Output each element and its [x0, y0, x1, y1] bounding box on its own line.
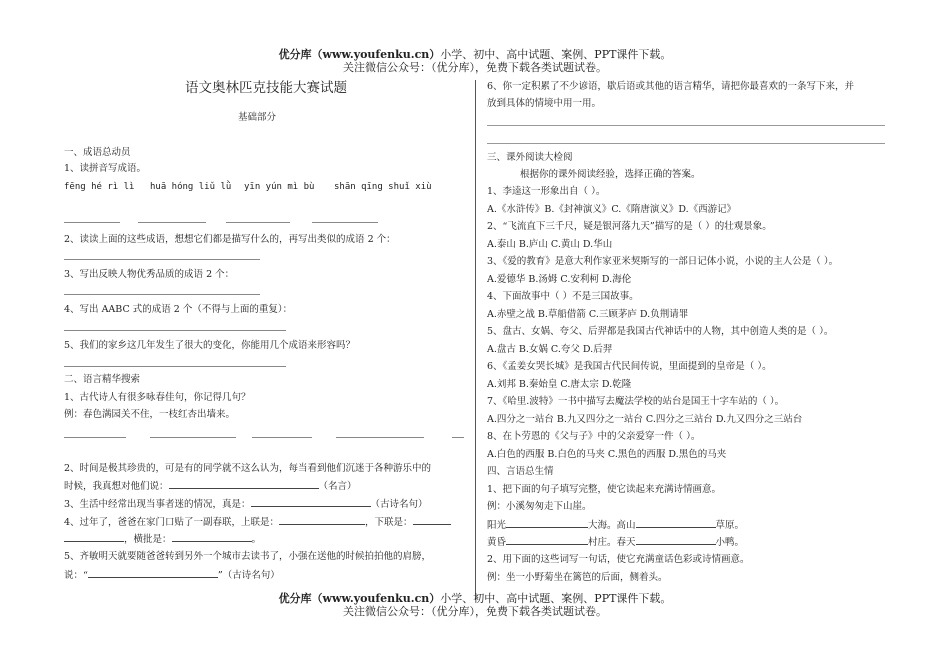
question-2-5-line2 [64, 568, 280, 582]
question-2-5-line1: 5、齐敏明天就要随爸爸转到另外一个城市去读书了，小强在送他的时候拍拍他的肩膀， [64, 551, 432, 562]
question-1-4: 4、写出 AABC 式的成语 2 个（不得与上面的重复）： [64, 304, 293, 315]
question-4-1-example: 例：小溪匆匆走下山崖。 [487, 501, 592, 512]
exam-title: 语文奥林匹克技能大赛试题 [185, 80, 347, 96]
question-2-4-mid2: ，横批是： [124, 534, 172, 545]
exam-subtitle: 基础部分 [238, 112, 277, 123]
answer-blank-pinyin-4[interactable] [312, 222, 378, 223]
question-2-4-mid: ，下联是： [365, 517, 413, 528]
answer-line-1-2[interactable] [64, 259, 260, 260]
fill-2-word-c: 小鸭。 [715, 537, 745, 548]
answer-blank-2-1c[interactable] [252, 437, 312, 438]
section-4-heading: 四、言语总生情 [487, 466, 554, 477]
fill-2-word-a: 黄昏 [487, 537, 507, 548]
section-3-heading: 三、课外阅读大检阅 [487, 152, 573, 163]
question-2-2-line1: 2、时间是极其珍贵的，可是有的同学就不这么认为，每当看到他们沉迷于各种游乐中的 [64, 463, 432, 474]
reading-q6-options: A.刘邦 B.秦始皇 C.唐太宗 D.乾隆 [487, 379, 632, 390]
header-site: 优分库（www.youfenku.cn） [278, 48, 441, 61]
question-2-2-line2 [64, 479, 357, 493]
fill-1-word-b: 大海。高山 [588, 520, 636, 531]
pinyin-3: yīn yún mì bù [244, 182, 315, 192]
question-2-1-example: 例：春色满园关不住，一枝红杏出墙来。 [64, 409, 236, 420]
question-2-2-prefix: 时候，我真想对他们说： [64, 481, 169, 492]
section-3-intro: 根据你的课外阅读经验，选择正确的答案。 [520, 169, 701, 180]
answer-blank-pinyin-3[interactable] [226, 222, 290, 223]
fill-1-word-a: 阳光 [487, 520, 507, 531]
question-2-4-end: 。 [251, 534, 262, 545]
question-2-5-suffix: ”（古诗名句） [217, 570, 280, 581]
answer-blank-2-5[interactable] [88, 568, 218, 578]
question-2-3-suffix: （古诗名句） [370, 499, 428, 510]
answer-blank-pinyin-2[interactable] [138, 222, 206, 223]
question-2-4-prefix: 4、过年了，爸爸在家门口贴了一副春联，上联是： [64, 517, 280, 528]
section-1-heading: 一、成语总动员 [64, 147, 131, 158]
reading-q5-options: A.盘古 B.女娲 C.夸父 D.后羿 [487, 344, 613, 355]
answer-blank-2-4b[interactable] [413, 515, 451, 525]
footer-wechat: 关注微信公众号：（优分库），免费下载各类试题试卷。 [343, 605, 607, 618]
reading-q8-options: A.白色的西服 B.白色的马夹 C.黑色的西服 D.黑色的马夹 [487, 449, 727, 460]
reading-q2-options: A.泰山 B.庐山 C.黄山 D.华山 [487, 239, 613, 250]
answer-blank-2-4c[interactable] [64, 532, 124, 542]
answer-line-1-3[interactable] [64, 294, 260, 295]
question-2-5-prefix: 说：“ [64, 570, 88, 581]
column-divider [475, 80, 476, 600]
answer-line-1-5[interactable] [64, 366, 286, 367]
question-1-1: 1、读拼音写成语。 [64, 163, 147, 174]
reading-q1-options: A.《水浒传》B.《封神演义》C.《隋唐演义》D.《西游记》 [487, 204, 737, 215]
reading-q1: 1、李逵这一形象出自（ ）。 [487, 186, 606, 197]
header-wechat: 关注微信公众号：（优分库），免费下载各类试题试卷。 [343, 61, 607, 74]
fill-1-word-c: 草原。 [715, 520, 745, 531]
answer-line-2-6b[interactable] [487, 143, 885, 144]
question-2-4-line2 [64, 532, 261, 546]
pinyin-1: fēng hé rì lì [64, 182, 135, 192]
pinyin-2: huā hóng liǔ lǜ [150, 182, 232, 192]
header-desc: 小学、初中、高中试题、案例、PPT课件下载。 [440, 48, 672, 61]
fill-line-1 [487, 518, 744, 532]
answer-blank-2-1d[interactable] [336, 437, 424, 438]
answer-blank-2-1e[interactable] [452, 437, 464, 438]
page-header [0, 48, 950, 74]
answer-blank-2-3[interactable] [251, 497, 371, 507]
question-2-6-line2: 放到具体的情境中用一用。 [487, 98, 602, 109]
answer-blank-4-1a[interactable] [506, 518, 588, 528]
answer-line-1-4[interactable] [64, 330, 286, 331]
answer-blank-4-1b[interactable] [636, 518, 716, 528]
pinyin-4: shān qīng shuǐ xiù [334, 182, 432, 192]
answer-line-2-6a[interactable] [487, 125, 885, 126]
question-2-1: 1、古代诗人有很多咏春佳句，你记得几句？ [64, 392, 251, 403]
answer-blank-2-1b[interactable] [150, 437, 236, 438]
section-2-heading: 二、语言精华搜索 [64, 374, 141, 385]
reading-q4-options: A.赤壁之战 B.草船借箭 C.三顾茅庐 D.负荆请罪 [487, 309, 689, 320]
question-1-5: 5、我们的家乡这几年发生了很大的变化，你能用几个成语来形容吗？ [64, 340, 356, 351]
reading-q8: 8、在卜劳恩的《父与子》中的父亲爱穿一件（ ）。 [487, 431, 701, 442]
reading-q7-options: A.四分之一站台 B.九又四分之一站台 C.四分之三站台 D.九又四分之三站台 [487, 414, 803, 425]
question-2-2-suffix: （名言） [318, 481, 357, 492]
question-1-2: 2、读读上面的这些成语，想想它们都是描写什么的，再写出类似的成语 2 个： [64, 234, 396, 245]
footer-desc: 小学、初中、高中试题、案例、PPT课件下载。 [440, 592, 672, 605]
fill-line-2 [487, 535, 744, 549]
question-2-3 [64, 497, 428, 511]
reading-q7: 7、《哈里.波特》一书中描写去魔法学校的站台是国王十字车站的（ ）。 [487, 396, 785, 407]
question-2-3-prefix: 3、生活中经常出现当事者迷的情况，真是： [64, 499, 251, 510]
answer-blank-4-1d[interactable] [636, 535, 716, 545]
footer-site: 优分库（www.youfenku.cn） [278, 592, 441, 605]
question-4-2-example: 例：坐一小野菊坐在篱笆的后面，侧着头。 [487, 572, 668, 583]
answer-blank-2-4d[interactable] [172, 532, 252, 542]
answer-blank-pinyin-1[interactable] [64, 222, 120, 223]
answer-blank-2-2[interactable] [169, 479, 319, 489]
reading-q3: 3、《爱的教育》是意大利作家亚米契斯写的一部日记体小说，小说的主人公是（ ）。 [487, 256, 839, 267]
fill-2-word-b: 村庄。春天 [588, 537, 636, 548]
reading-q3-options: A.爱德华 B.汤姆 C.安利柯 D.海伦 [487, 274, 632, 285]
question-1-3: 3、写出反映人物优秀品质的成语 2 个： [64, 269, 235, 280]
answer-blank-2-1a[interactable] [64, 437, 126, 438]
page-footer [0, 592, 950, 618]
question-2-6-line1: 6、你一定积累了不少谚语，歇后语或其他的语言精华，请把你最喜欢的一条写下来，并 [487, 81, 855, 92]
reading-q4: 4、下面故事中（ ）不是三国故事。 [487, 291, 639, 302]
answer-blank-4-1c[interactable] [506, 535, 588, 545]
reading-q5: 5、盘古、女娲、夸父、后羿都是我国古代神话中的人物，其中创造人类的是（ ）。 [487, 326, 834, 337]
reading-q6: 6、《孟姜女哭长城》是我国古代民间传说，里面提到的皇帝是（ ）。 [487, 361, 772, 372]
question-4-1: 1、把下面的句子填写完整，使它读起来充满诗情画意。 [487, 484, 722, 495]
question-2-4-line1 [64, 515, 451, 529]
reading-q2: 2、“飞流直下三千尺，疑是银河落九天”描写的是（ ）的壮观景象。 [487, 221, 772, 232]
question-4-2: 2、用下面的这些词写一句话，使它充满童话色彩或诗情画意。 [487, 554, 750, 565]
answer-blank-2-4a[interactable] [279, 515, 365, 525]
